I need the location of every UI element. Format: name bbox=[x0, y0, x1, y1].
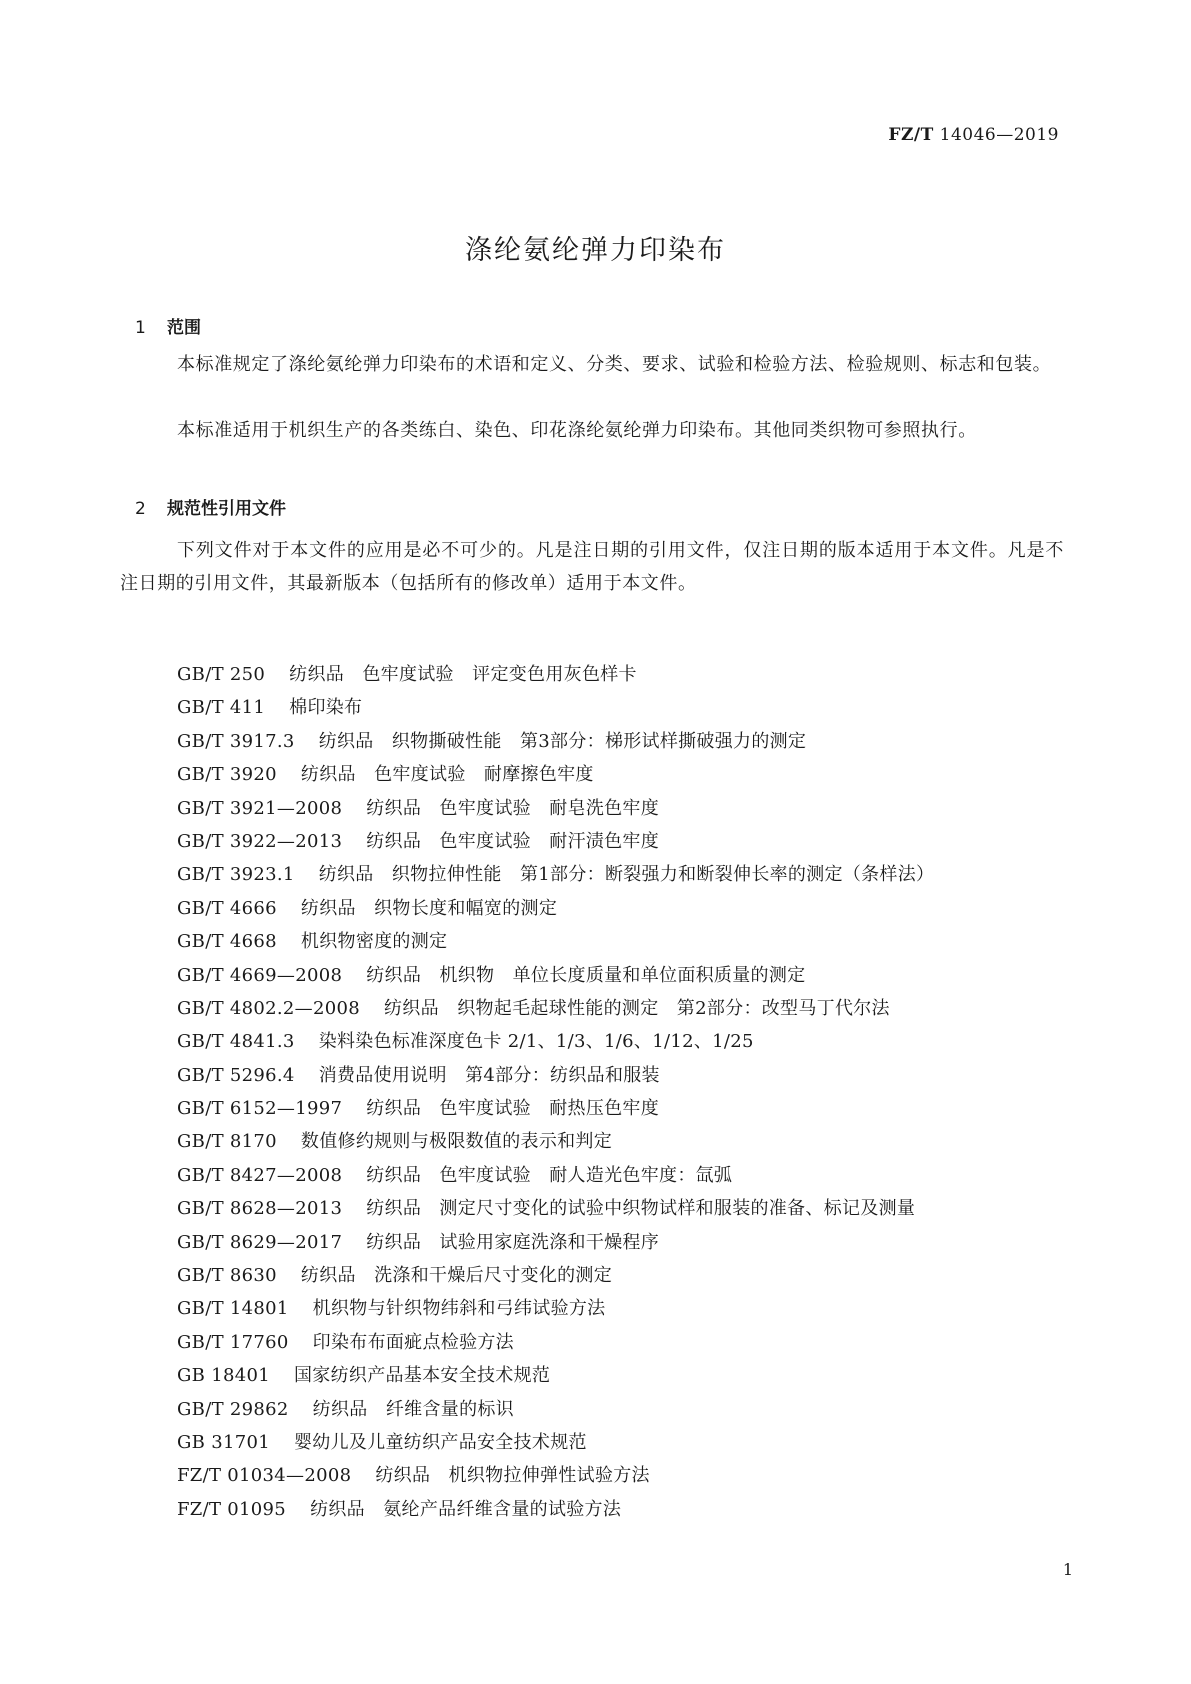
reference-code: GB/T 250 bbox=[177, 664, 266, 685]
reference-item bbox=[177, 658, 934, 691]
reference-item bbox=[177, 725, 934, 758]
standard-prefix: FZ/T bbox=[888, 125, 934, 145]
standard-code bbox=[888, 125, 1059, 145]
reference-item bbox=[177, 892, 934, 925]
reference-item bbox=[177, 758, 934, 791]
reference-code: GB/T 4802.2—2008 bbox=[177, 997, 360, 1019]
reference-item bbox=[177, 1192, 934, 1225]
reference-code: GB/T 411 bbox=[177, 697, 266, 719]
reference-code: GB/T 3922—2013 bbox=[177, 830, 343, 852]
document-title: 涤纶氨纶弹力印染布 bbox=[465, 235, 726, 266]
reference-code: GB/T 4669—2008 bbox=[177, 964, 343, 986]
reference-code: FZ/T 01034—2008 bbox=[177, 1465, 352, 1487]
reference-code: GB/T 4841.3 bbox=[177, 1031, 295, 1053]
reference-code: GB/T 6152—1997 bbox=[177, 1098, 343, 1120]
section-title: 范围 bbox=[167, 318, 201, 338]
reference-item bbox=[177, 1326, 934, 1359]
reference-title: 纺织品 氨纶产品纤维含量的试验方法 bbox=[310, 1498, 622, 1520]
reference-title: 婴幼儿及儿童纺织产品安全技术规范 bbox=[294, 1431, 587, 1453]
scope-paragraph-1: 本标准规定了涤纶氨纶弹力印染布的术语和定义、分类、要求、试验和检验方法、检验规则、标志和包装。 bbox=[177, 354, 1052, 375]
reference-code: GB/T 8628—2013 bbox=[177, 1198, 343, 1220]
reference-title: 棉印染布 bbox=[289, 697, 363, 719]
reference-item bbox=[177, 925, 934, 958]
scope-paragraph-2: 本标准适用于机织生产的各类练白、染色、印花涤纶氨纶弹力印染布。其他同类织物可参照执行。 bbox=[177, 420, 977, 441]
reference-item bbox=[177, 1125, 934, 1158]
reference-code: GB/T 3921—2008 bbox=[177, 797, 343, 819]
reference-item bbox=[177, 1259, 934, 1292]
reference-item bbox=[177, 959, 934, 992]
reference-title: 数值修约规则与极限数值的表示和判定 bbox=[300, 1131, 613, 1153]
reference-title: 纺织品 织物撕破性能 第3部分：梯形试样撕破强力的测定 bbox=[318, 730, 807, 752]
reference-item bbox=[177, 992, 934, 1025]
reference-title: 纺织品 色牢度试验 耐热压色牢度 bbox=[366, 1098, 660, 1120]
reference-code: GB/T 3923.1 bbox=[177, 864, 295, 886]
reference-title: 纺织品 试验用家庭洗涤和干燥程序 bbox=[366, 1231, 660, 1253]
reference-item bbox=[177, 1292, 934, 1325]
reference-item bbox=[177, 858, 934, 891]
reference-title: 国家纺织产品基本安全技术规范 bbox=[294, 1365, 551, 1387]
reference-item bbox=[177, 792, 934, 825]
reference-title: 纺织品 色牢度试验 耐摩擦色牢度 bbox=[300, 764, 594, 786]
reference-title: 印染布布面疵点检验方法 bbox=[312, 1331, 514, 1353]
reference-title: 纺织品 色牢度试验 耐人造光色牢度：氙弧 bbox=[366, 1164, 733, 1186]
reference-code: GB/T 17760 bbox=[177, 1331, 289, 1353]
reference-item bbox=[177, 1426, 934, 1459]
reference-title: 纺织品 色牢度试验 耐汗渍色牢度 bbox=[366, 830, 660, 852]
reference-code: GB/T 4666 bbox=[177, 897, 277, 919]
reference-title: 纺织品 织物拉伸性能 第1部分：断裂强力和断裂伸长率的测定（条样法） bbox=[318, 864, 935, 886]
standard-number: 14046—2019 bbox=[939, 125, 1059, 145]
reference-code: GB/T 8629—2017 bbox=[177, 1231, 343, 1253]
reference-title: 机织物与针织物纬斜和弓纬试验方法 bbox=[312, 1298, 606, 1320]
reference-item bbox=[177, 1159, 934, 1192]
page-number: 1 bbox=[1062, 1560, 1073, 1579]
reference-code: FZ/T 01095 bbox=[177, 1498, 287, 1520]
reference-code: GB 18401 bbox=[177, 1365, 270, 1387]
reference-code: GB/T 5296.4 bbox=[177, 1064, 295, 1086]
reference-item bbox=[177, 1393, 934, 1426]
reference-code: GB/T 3917.3 bbox=[177, 730, 295, 752]
reference-item bbox=[177, 1092, 934, 1125]
reference-title: 纺织品 洗涤和干燥后尺寸变化的测定 bbox=[300, 1265, 613, 1287]
reference-code: GB/T 14801 bbox=[177, 1298, 289, 1320]
section-number: 2 bbox=[135, 499, 146, 519]
reference-item bbox=[177, 825, 934, 858]
reference-item bbox=[177, 1025, 934, 1058]
reference-code: GB/T 29862 bbox=[177, 1398, 289, 1420]
reference-title: 纺织品 测定尺寸变化的试验中织物试样和服装的准备、标记及测量 bbox=[366, 1198, 916, 1220]
reference-code: GB/T 8170 bbox=[177, 1131, 277, 1153]
reference-code: GB/T 4668 bbox=[177, 931, 277, 953]
section-heading-normative-references bbox=[135, 494, 286, 519]
reference-code: GB/T 3920 bbox=[177, 764, 277, 786]
reference-code: GB 31701 bbox=[177, 1431, 270, 1453]
reference-item bbox=[177, 691, 934, 724]
reference-code: GB/T 8427—2008 bbox=[177, 1164, 343, 1186]
reference-title: 纺织品 色牢度试验 评定变色用灰色样卡 bbox=[289, 664, 637, 685]
reference-title: 消费品使用说明 第4部分：纺织品和服装 bbox=[318, 1064, 660, 1086]
reference-item bbox=[177, 1359, 934, 1392]
reference-item bbox=[177, 1493, 934, 1526]
reference-title: 纺织品 织物长度和幅宽的测定 bbox=[300, 897, 558, 919]
section-heading-scope bbox=[135, 313, 201, 338]
reference-title: 纺织品 纤维含量的标识 bbox=[312, 1398, 514, 1420]
references-intro-paragraph: 下列文件对于本文件的应用是必不可少的。凡是注日期的引用文件，仅注日期的版本适用于本文件。凡是不注日期的引用文件，其最新版本（包括所有的修改单）适用于本文件。 bbox=[120, 540, 1064, 594]
reference-title: 纺织品 机织物 单位长度质量和单位面积质量的测定 bbox=[366, 964, 806, 986]
reference-title: 染料染色标准深度色卡 2/1、1/3、1/6、1/12、1/25 bbox=[318, 1031, 754, 1053]
section-title: 规范性引用文件 bbox=[167, 499, 286, 519]
reference-item bbox=[177, 1459, 934, 1492]
reference-item bbox=[177, 1226, 934, 1259]
reference-item bbox=[177, 1059, 934, 1092]
reference-title: 纺织品 色牢度试验 耐皂洗色牢度 bbox=[366, 797, 660, 819]
reference-code: GB/T 8630 bbox=[177, 1265, 277, 1287]
reference-list bbox=[177, 658, 934, 1526]
reference-title: 纺织品 织物起毛起球性能的测定 第2部分：改型马丁代尔法 bbox=[384, 997, 890, 1019]
reference-title: 纺织品 机织物拉伸弹性试验方法 bbox=[375, 1465, 650, 1487]
reference-title: 机织物密度的测定 bbox=[300, 931, 448, 953]
section-number: 1 bbox=[135, 318, 146, 338]
